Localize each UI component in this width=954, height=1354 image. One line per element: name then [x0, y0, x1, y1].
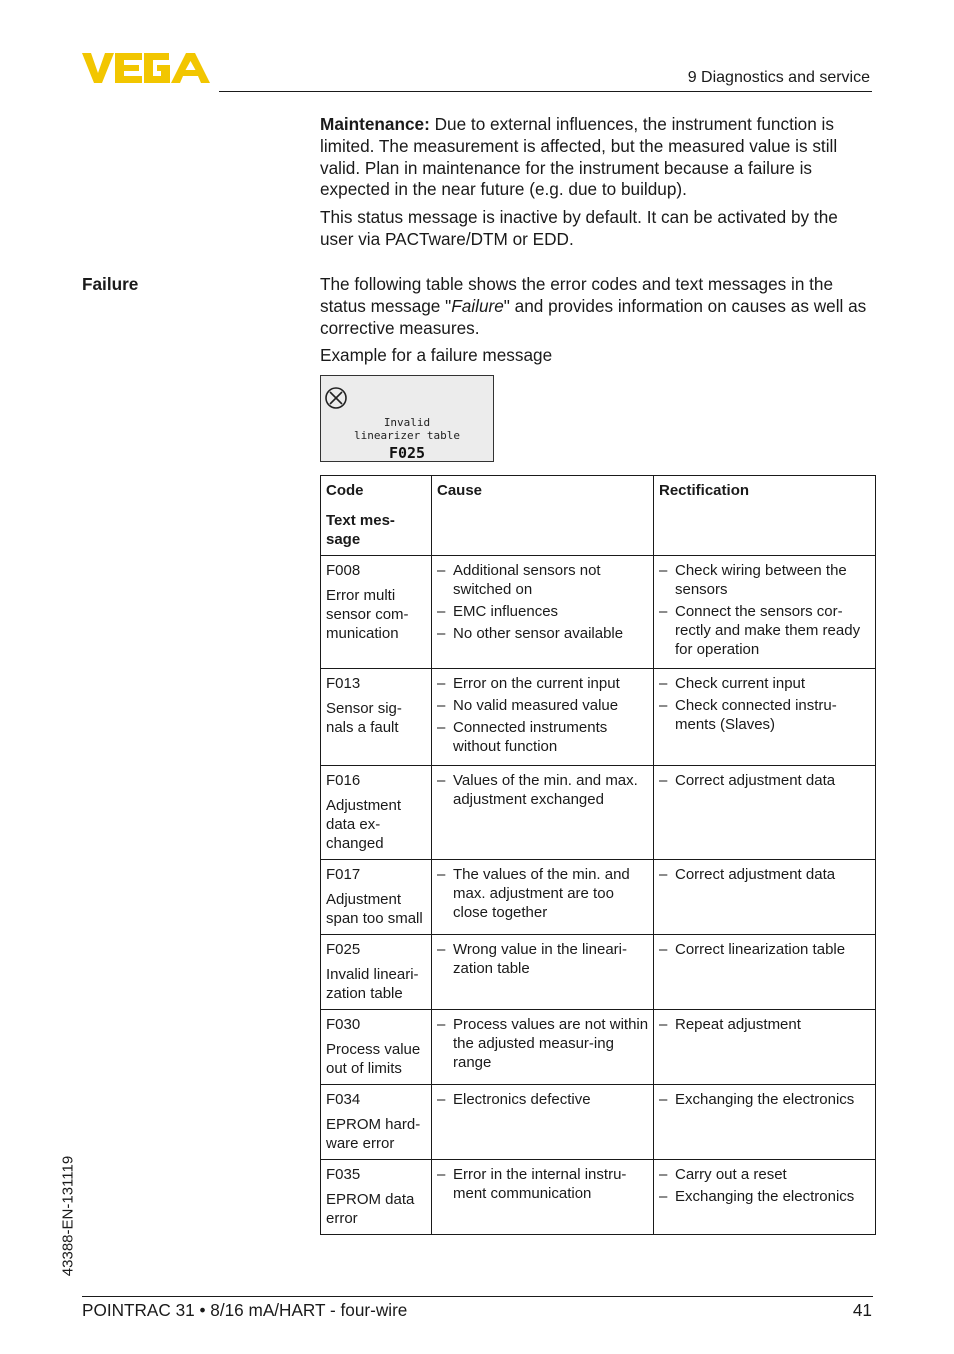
error-code: F030 [326, 1016, 361, 1033]
rectification-item: – Check current input [659, 674, 871, 693]
maintenance-text: Due to external influences, the instrument function is limited. The measurement is affected, but the measured value is still valid. Plan in maintenance for the instrument because a failure is expected in the near future (e.g. due to buildup). [320, 114, 838, 200]
display-message [321, 416, 493, 442]
cause-list [437, 1165, 649, 1203]
error-message: Invalid lineari-zation table [326, 966, 419, 1002]
cause-list [437, 561, 649, 643]
code-cell [321, 1085, 432, 1160]
failure-intro-after: " and provides information on causes as well as corrective measures. [320, 295, 867, 338]
rectification-item: – Check connected instru-ments (Slaves) [659, 696, 871, 734]
error-message: EPROM data error [326, 1191, 415, 1227]
rectification-list [659, 940, 871, 959]
maintenance-note-text: This status message is inactive by default. It can be activated by the user via PACTware/DTM or EDD. [320, 207, 838, 249]
header-cause: Cause [432, 476, 654, 556]
rectification-cell [654, 766, 876, 860]
rectification-cell [654, 1085, 876, 1160]
error-code: F013 [326, 675, 361, 692]
rectification-list [659, 561, 871, 659]
rectification-item: – Check wiring between the sensors [659, 561, 871, 599]
cause-list [437, 674, 649, 756]
cause-item: – Connected instruments without function [437, 718, 649, 756]
code-cell [321, 935, 432, 1010]
rectification-item: – Repeat adjustment [659, 1015, 871, 1034]
rectification-cell [654, 935, 876, 1010]
failure-intro-before: The following table shows the error codes and text messages in the status message " [320, 274, 834, 316]
cause-cell [432, 1010, 654, 1085]
vega-logo [82, 52, 212, 84]
cause-item: – Process values are not within the adjusted measur-ing range [437, 1015, 649, 1072]
failure-intro [320, 274, 876, 339]
cause-cell [432, 860, 654, 935]
failure-heading: Failure [82, 274, 139, 294]
code-cell [321, 556, 432, 669]
cause-item: – The values of the min. and max. adjustment are too close together [437, 865, 649, 922]
rectification-item: – Carry out a reset [659, 1165, 871, 1184]
table-row [321, 1010, 876, 1085]
display-code: F025 [388, 444, 426, 462]
error-table [320, 475, 876, 1235]
failure-circle-x-icon [324, 386, 348, 410]
code-cell [321, 860, 432, 935]
cause-item: – Wrong value in the lineari-zation table [437, 940, 649, 978]
error-message: Sensor sig-nals a fault [326, 700, 402, 736]
rectification-list [659, 1165, 871, 1206]
code-cell [321, 1010, 432, 1085]
table-row [321, 1085, 876, 1160]
rectification-cell [654, 860, 876, 935]
error-code: F025 [326, 941, 361, 958]
cause-item: – Error in the internal instru-ment communication [437, 1165, 649, 1203]
cause-cell [432, 766, 654, 860]
error-message: Adjustment span too small [326, 891, 423, 927]
example-caption-text: Example for a failure message [320, 345, 553, 365]
cause-item: – Error on the current input [437, 674, 649, 693]
failure-display-example [320, 375, 494, 462]
cause-list [437, 865, 649, 922]
header-code-label: Code [326, 482, 364, 499]
display-line-2: linearizer table [354, 429, 460, 442]
cause-cell [432, 1160, 654, 1235]
maintenance-note [320, 207, 876, 251]
rectification-list [659, 1015, 871, 1034]
error-code: F034 [326, 1091, 361, 1108]
rectification-list [659, 1090, 871, 1109]
error-code: F017 [326, 866, 361, 883]
table-row [321, 556, 876, 669]
code-cell [321, 1160, 432, 1235]
error-table-body [321, 556, 876, 1235]
footer-product: POINTRAC 31 • 8/16 mA/HART - four-wire [82, 1300, 408, 1320]
rectification-item: – Correct adjustment data [659, 771, 871, 790]
cause-cell [432, 669, 654, 766]
error-message: EPROM hard-ware error [326, 1116, 421, 1152]
rectification-item: – Correct linearization table [659, 940, 871, 959]
header-rectification: Rectification [654, 476, 876, 556]
rectification-list [659, 865, 871, 884]
cause-item: – Values of the min. and max. adjustment exchanged [437, 771, 649, 809]
cause-cell [432, 935, 654, 1010]
code-cell [321, 766, 432, 860]
cause-cell [432, 556, 654, 669]
rectification-cell [654, 556, 876, 669]
table-row [321, 766, 876, 860]
table-row [321, 860, 876, 935]
error-message: Process value out of limits [326, 1041, 421, 1077]
error-code: F016 [326, 772, 361, 789]
cause-item: – Electronics defective [437, 1090, 649, 1109]
cause-list [437, 771, 649, 809]
cause-item: – No valid measured value [437, 696, 649, 715]
cause-list [437, 940, 649, 978]
cause-list [437, 1090, 649, 1109]
rectification-item: – Correct adjustment data [659, 865, 871, 884]
footer-divider [82, 1296, 873, 1297]
section-title: 9 Diagnostics and service [687, 69, 870, 86]
table-row [321, 935, 876, 1010]
rectification-cell [654, 1010, 876, 1085]
document-id: 43388-EN-131119 [59, 1155, 77, 1277]
maintenance-label: Maintenance: [320, 114, 430, 134]
cause-cell [432, 1085, 654, 1160]
rectification-cell [654, 669, 876, 766]
header-text-message-label: Text mes-sage [326, 512, 395, 548]
rectification-list [659, 771, 871, 790]
failure-intro-italic: Failure [451, 295, 504, 316]
rectification-cell [654, 1160, 876, 1235]
cause-item: – EMC influences [437, 602, 649, 621]
example-caption [320, 345, 876, 367]
page-number: 41 [852, 1300, 872, 1320]
header-code [321, 476, 432, 556]
display-line-1: Invalid [383, 416, 431, 429]
rectification-item: – Exchanging the electronics [659, 1090, 871, 1109]
rectification-item: – Connect the sensors cor-rectly and make them ready for operation [659, 602, 871, 659]
cause-item: – Additional sensors not switched on [437, 561, 649, 599]
rectification-item: – Exchanging the electronics [659, 1187, 871, 1206]
code-cell [321, 669, 432, 766]
table-row [321, 1160, 876, 1235]
table-header-row [321, 476, 876, 556]
maintenance-paragraph [320, 114, 876, 201]
table-row [321, 669, 876, 766]
error-message: Error multi sensor com-munication [326, 587, 409, 642]
cause-item: – No other sensor available [437, 624, 649, 643]
header-divider [219, 91, 872, 92]
error-code: F035 [326, 1166, 361, 1183]
cause-list [437, 1015, 649, 1072]
error-code: F008 [326, 562, 361, 579]
rectification-list [659, 674, 871, 734]
error-message: Adjustment data ex-changed [326, 797, 402, 852]
